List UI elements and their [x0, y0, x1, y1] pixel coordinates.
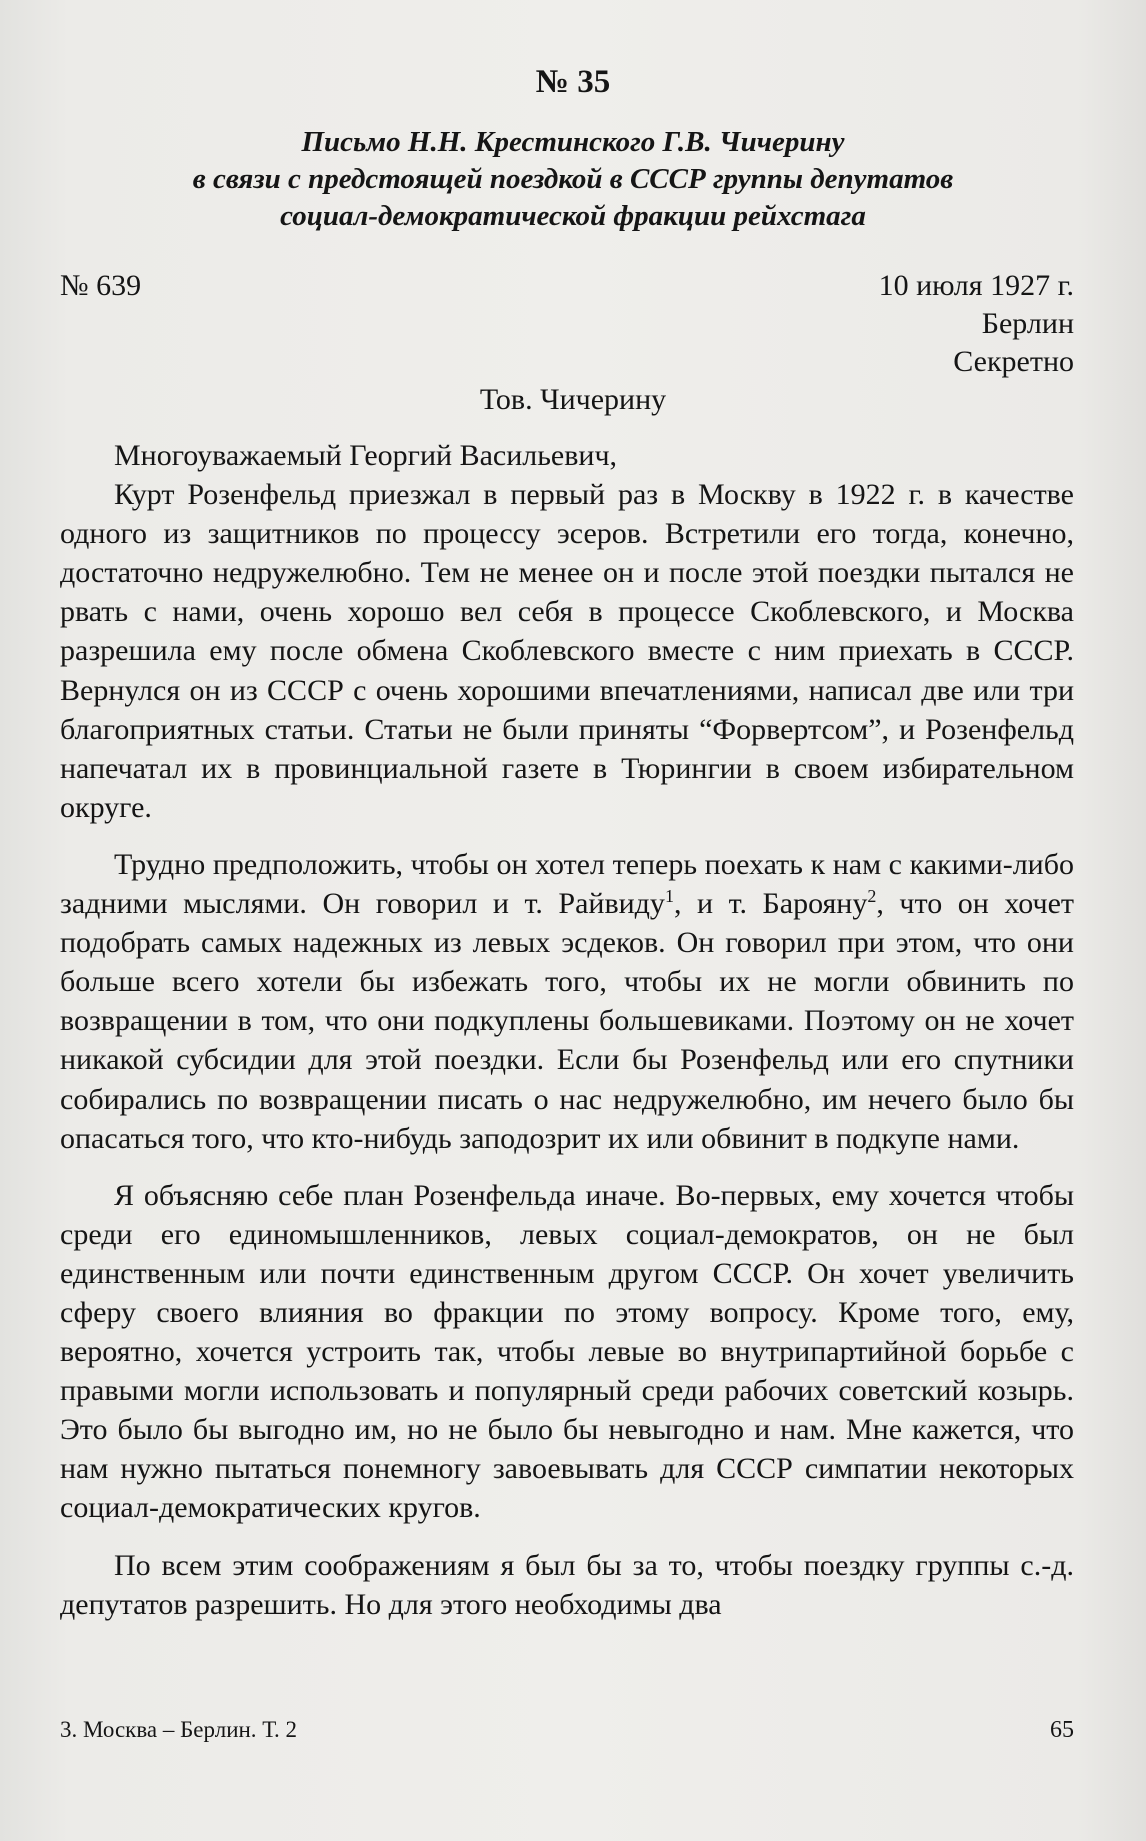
letter-date: 10 июля 1927 г. [878, 269, 1074, 302]
signature-mark: 3. Москва – Берлин. Т. 2 [60, 1717, 298, 1742]
paragraph-2-text-b: , и т. Барояну [673, 887, 868, 921]
page-number: 65 [1050, 1717, 1074, 1743]
footnote-ref-2: 2 [867, 886, 877, 907]
footnote-ref-1: 1 [664, 886, 674, 907]
salutation: Многоуважаемый Георгий Васильевич, [114, 439, 618, 472]
title-line-1: Письмо Н.Н. Крестинского Г.В. Чичерину [301, 126, 845, 158]
paragraph-1: Курт Розенфельд приезжал в первый раз в Москву в 1922 г. в качестве одного из защитников по процессу эсеров. Встретили его тогда, конечно, достаточно недружелюбно. Тем не менее он и после этой поездки пытался не рвать с нами, очень хорошо вел себя в процессе Скоблевского, и Москва разрешила ему после обмена Скоблевского вместе с ним приехать в СССР. Вернулся он из СССР с очень хорошими впечатлениями, написал две или три благоприятных статьи. Статьи не были приняты “Форвертсом”, и Розенфельд напечатал их в провинциальной газете в Тюрингии в своем избирательном округе. [60, 478, 1074, 824]
letter-body [60, 436, 1074, 1624]
paragraph-2-text-a: Трудно предположить, чтобы он хотел теперь поехать к нам с какими-либо задними мыслями. Он говорил и т. Райвиду [60, 847, 1074, 921]
classification-stamp: Секретно [953, 345, 1074, 378]
paragraph-2 [60, 845, 1074, 1158]
document-number: № 35 [535, 64, 611, 100]
title-line-2: в связи с предстоящей поездкой в СССР группы депутатов [192, 163, 954, 195]
paragraph-4: По всем этим соображениям я был бы за то, чтобы поездку группы с.-д. депутатов разрешить. Но для этого необходимы два [60, 1548, 1074, 1621]
paragraph-2-text-c: , что он хочет подобрать самых надежных из левых эсдеков. Он говорил при этом, что они больше всего хотели бы избежать того, чтобы их не могли обвинить по возвращении в том, что они подкуплены большевиками. Поэтому он не хочет никакой субсидии для этой поездки. Если бы Розенфельд или его спутники собирались по возвращении писать о нас недружелюбно, им нечего было бы опасаться того, что кто-нибудь заподозрит их или обвинит в подкупе нами. [60, 887, 1074, 1155]
addressee: Тов. Чичерину [479, 383, 667, 416]
title-line-3: социал-демократической фракции рейхстага [280, 200, 866, 232]
document-title [60, 124, 1086, 235]
paragraph-3: Я объясняю себе план Розенфельда иначе. Во-первых, ему хочется чтобы среди его единомышленников, левых социал-демократов, он не был единственным или почти единственным другом СССР. Он хочет увеличить сферу своего влияния во фракции по этому вопросу. Кроме того, ему, вероятно, хочется устроить так, чтобы левые во внутрипартийной борьбе с правыми могли использовать и популярный среди рабочих советский козырь. Это было бы выгодно им, но не было бы невыгодно и нам. Мне кажется, что нам нужно пытаться понемногу завоевывать для СССР симпатии некоторых социал-демократических кругов. [60, 1178, 1074, 1525]
outgoing-number: № 639 [60, 269, 142, 302]
letter-city: Берлин [981, 307, 1074, 340]
